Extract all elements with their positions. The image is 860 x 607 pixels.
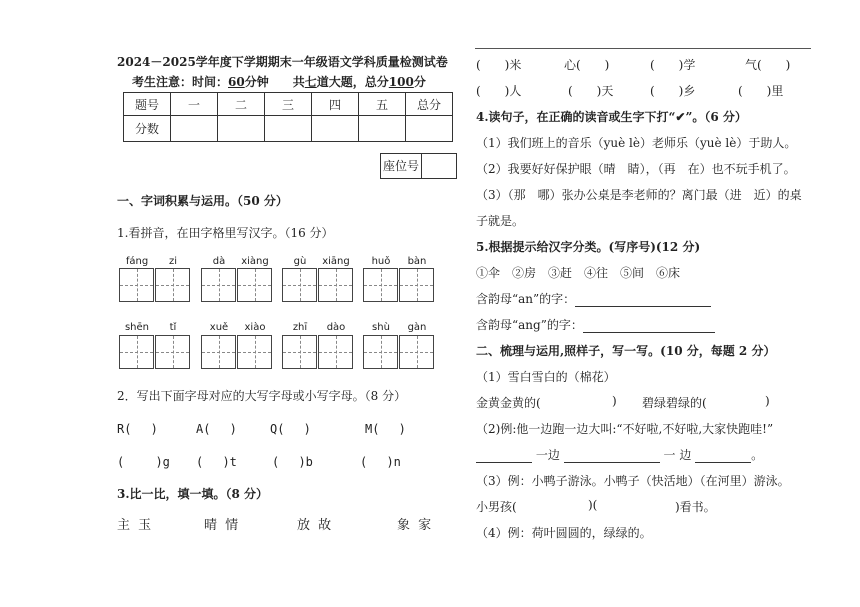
score-header-cell: 四 bbox=[312, 93, 359, 116]
tianzige-box[interactable] bbox=[282, 335, 317, 369]
example-1-fill-a: 金黄金黄的( bbox=[476, 396, 541, 410]
example-3-fill-b: )( bbox=[588, 498, 598, 512]
compare-pair: 象 家 bbox=[397, 518, 434, 533]
tianzige-box[interactable] bbox=[201, 335, 236, 369]
letter-item: R( ) bbox=[117, 422, 158, 436]
letter-item: M( ) bbox=[365, 422, 406, 436]
tianzige-box[interactable] bbox=[318, 335, 353, 369]
pinyin: zi bbox=[168, 256, 178, 267]
answer-line[interactable] bbox=[583, 332, 715, 333]
fill-word: ( )人 bbox=[476, 84, 522, 98]
letter-item: A( ) bbox=[196, 422, 237, 436]
pinyin: xiāng bbox=[322, 256, 350, 267]
answer-line[interactable] bbox=[476, 462, 532, 463]
score-header-cell: 总分 bbox=[406, 93, 453, 116]
seat-number-box bbox=[380, 153, 457, 179]
fill-word: ( )里 bbox=[738, 84, 784, 98]
q5-ang-row: 含韵母“ang”的字： bbox=[476, 316, 715, 333]
seat-label: 座位号 bbox=[381, 154, 422, 178]
example-3-fill-c: )看书。 bbox=[675, 500, 716, 514]
compare-pair: 主 玉 bbox=[117, 518, 154, 533]
example-1-fill-b: 碧绿碧绿的( bbox=[642, 396, 707, 410]
q5-characters: ①伞 ②房 ③赶 ④往 ⑤间 ⑥床 bbox=[476, 266, 681, 280]
top-rule bbox=[475, 48, 811, 49]
example-3-fill-a: 小男孩( bbox=[476, 500, 517, 514]
fill-word: ( )米 bbox=[476, 58, 522, 72]
pinyin: shù bbox=[372, 322, 390, 333]
pinyin: gù bbox=[293, 256, 307, 267]
tianzige-box[interactable] bbox=[201, 268, 236, 302]
pinyin: bàn bbox=[407, 256, 427, 267]
pinyin: zhī bbox=[292, 322, 308, 333]
q4-sentence: （3）（那 哪）张办公桌是李老师的？离门最（进 近）的桌 bbox=[476, 188, 802, 202]
example-3: （3）例：小鸭子游泳。小鸭子（快活地）（在河里）游泳。 bbox=[476, 474, 790, 488]
q4-sentence: （2）我要好好保护眼（晴 睛），（再 在）也不玩手机了。 bbox=[476, 162, 796, 176]
answer-line[interactable] bbox=[695, 462, 751, 463]
section1-title: 一、字词积累与运用。（50 分） bbox=[117, 194, 288, 208]
fill-word: ( )天 bbox=[568, 84, 614, 98]
q4-sentence: 子就是。 bbox=[476, 214, 525, 228]
example-4: （4）例：荷叶圆圆的，绿绿的。 bbox=[476, 526, 652, 540]
q2-title: 2．写出下面字母对应的大写字母或小写字母。（8 分） bbox=[117, 389, 407, 403]
tianzige-box[interactable] bbox=[363, 335, 398, 369]
tianzige-box[interactable] bbox=[399, 268, 434, 302]
tianzige-box[interactable] bbox=[363, 268, 398, 302]
exam-notice: 考生注意：时间：60分钟 共七道大题，总分100分 bbox=[132, 75, 426, 89]
score-cell[interactable] bbox=[265, 116, 312, 142]
pinyin: tǐ bbox=[169, 322, 177, 333]
tianzige-box[interactable] bbox=[318, 268, 353, 302]
letter-item: ( )t bbox=[196, 455, 237, 469]
score-cell[interactable] bbox=[171, 116, 218, 142]
q4-title: 4.读句子，在正确的读音或生字下打“✔”。（6 分） bbox=[476, 110, 747, 124]
score-cell[interactable] bbox=[359, 116, 406, 142]
pinyin: xuě bbox=[209, 322, 229, 333]
q5-title: 5.根据提示给汉字分类。(写序号)(12 分) bbox=[476, 240, 701, 254]
tianzige-box[interactable] bbox=[119, 335, 154, 369]
q4-sentence: （1）我们班上的音乐（yuè lè）老师乐（yuè lè）于助人。 bbox=[476, 136, 797, 150]
pinyin: xiàng bbox=[241, 256, 269, 267]
answer-line[interactable] bbox=[575, 306, 711, 307]
pinyin: xiào bbox=[244, 322, 266, 333]
close-paren: ) bbox=[765, 394, 770, 408]
pinyin: shēn bbox=[124, 322, 150, 333]
fill-word: 心( ) bbox=[564, 58, 610, 72]
letter-item: Q( ) bbox=[270, 422, 311, 436]
exam-title: 2024－2025学年度下学期期末一年级语文学科质量检测试卷 bbox=[117, 55, 448, 69]
letter-item: ( )n bbox=[360, 455, 401, 469]
example-1: （1）雪白雪白的（棉花） bbox=[476, 370, 616, 384]
fill-word: ( )学 bbox=[650, 58, 696, 72]
pinyin: fáng bbox=[125, 256, 149, 267]
compare-pair: 放 故 bbox=[297, 518, 334, 533]
q5-an-row: 含韵母“an”的字： bbox=[476, 290, 711, 307]
close-paren: ) bbox=[612, 394, 617, 408]
score-header-cell: 二 bbox=[218, 93, 265, 116]
score-header-cell: 五 bbox=[359, 93, 406, 116]
tianzige-box[interactable] bbox=[399, 335, 434, 369]
tianzige-box[interactable] bbox=[155, 335, 190, 369]
score-header-cell: 题号 bbox=[124, 93, 171, 116]
answer-line[interactable] bbox=[564, 462, 660, 463]
score-cell[interactable] bbox=[406, 116, 453, 142]
score-row-label: 分数 bbox=[124, 116, 171, 142]
tianzige-box[interactable] bbox=[237, 335, 272, 369]
tianzige-box[interactable] bbox=[282, 268, 317, 302]
score-cell[interactable] bbox=[218, 116, 265, 142]
example-2: （2)例:他一边跑一边大叫:“不好啦,不好啦,大家快跑哇!” bbox=[476, 422, 774, 436]
tianzige-box[interactable] bbox=[155, 268, 190, 302]
q1-title: 1.看拼音，在田字格里写汉字。（16 分） bbox=[117, 226, 334, 240]
fill-word: ( )乡 bbox=[650, 84, 696, 98]
fill-word: 气( ) bbox=[745, 58, 791, 72]
pinyin: gàn bbox=[407, 322, 427, 333]
score-header-cell: 三 bbox=[265, 93, 312, 116]
tianzige-box[interactable] bbox=[237, 268, 272, 302]
score-cell[interactable] bbox=[312, 116, 359, 142]
seat-input[interactable] bbox=[422, 154, 456, 178]
score-table bbox=[123, 92, 453, 142]
section2-title: 二、梳理与运用,照样子，写一写。(10 分，每题 2 分） bbox=[476, 344, 776, 358]
pinyin: dà bbox=[212, 256, 226, 267]
letter-item: ( )g bbox=[117, 455, 170, 469]
tianzige-box[interactable] bbox=[119, 268, 154, 302]
score-header-cell: 一 bbox=[171, 93, 218, 116]
letter-item: ( )b bbox=[272, 455, 313, 469]
q3-title: 3.比一比，填一填。（8 分） bbox=[117, 487, 269, 501]
pinyin: huǒ bbox=[371, 256, 391, 267]
pinyin: dào bbox=[326, 322, 346, 333]
example-2-fill: 一边 一 边 。 bbox=[476, 446, 763, 463]
compare-pair: 晴 情 bbox=[204, 518, 241, 533]
